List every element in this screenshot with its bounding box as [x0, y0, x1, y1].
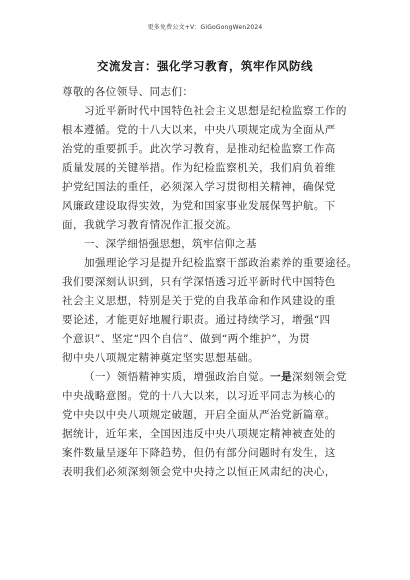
paragraph-line: 表明我们必须深刻领会党中央持之以恒正风肃纪的决心， [62, 466, 336, 478]
paragraph-line: 质量发展的关键举措。作为纪检监察机关，我们肩负着维 [62, 162, 336, 174]
paragraph-line: 治党的重要抓手。此次学习教育，是推动纪检监察工作高 [62, 143, 336, 155]
paragraph-line: 习近平新时代中国特色社会主义思想是纪检监察工作的 [84, 105, 347, 117]
paragraph-line: 要论述，才能更好地履行职责。通过持续学习，增强“四 [62, 314, 331, 326]
header-note: 更多免费公文+V：GiGoGongWen2024 [147, 24, 263, 31]
paragraph-line: 社会主义思想，特别是关于党的自我革命和作风建设的重 [62, 295, 336, 307]
salutation: 尊敬的各位领导、同志们： [62, 86, 194, 98]
paragraph-line: 据统计，近年来，全国因违反中央八项规定精神被查处的 [62, 428, 336, 440]
paragraph-line: 根本遵循。党的十八大以来，中央八项规定成为全面从严 [62, 124, 336, 136]
bold-lead: 一是 [270, 371, 293, 383]
paragraph-line: 案件数量呈逐年下降趋势，但仍有部分问题时有发生，这 [62, 447, 336, 459]
subsection-heading: 领悟精神实质，增强政治自觉。 [116, 371, 271, 383]
paragraph-line: 风廉政建设取得实效，为党和国家事业发展保驾护航。下 [62, 200, 336, 212]
paragraph-line: 面，我就学习教育情况作汇报交流。 [62, 219, 238, 231]
paragraph-line: 个意识”、坚定“四个自信”、做到“两个维护”，为贯 [62, 333, 311, 345]
paragraph-line: 中央战略意图。党的十八大以来，以习近平同志为核心的 [62, 390, 336, 402]
subsection-rest: 深刻领会党 [292, 371, 347, 383]
subsection-number: （一） [84, 371, 117, 383]
document-body [62, 83, 357, 482]
paragraph-line: 护党纪国法的重任，必须深入学习贯彻相关精神，确保党 [62, 181, 336, 193]
paragraph-line: 党中央以中央八项规定破题，开启全面从严治党新篇章。 [62, 409, 336, 421]
subsection-heading-line [62, 368, 357, 387]
paragraph-line: 彻中央八项规定精神奠定坚实思想基础。 [62, 352, 260, 364]
paragraph-line: 我们要深刻认识到，只有学深悟透习近平新时代中国特色 [62, 276, 336, 288]
paragraph-line: 加强理论学习是提升纪检监察干部政治素养的重要途径。 [84, 257, 358, 269]
section-heading: 一、深学细悟强思想，筑牢信仰之基 [84, 238, 257, 250]
page-title: 交流发言：强化学习教育，筑牢作风防线 [97, 59, 313, 73]
